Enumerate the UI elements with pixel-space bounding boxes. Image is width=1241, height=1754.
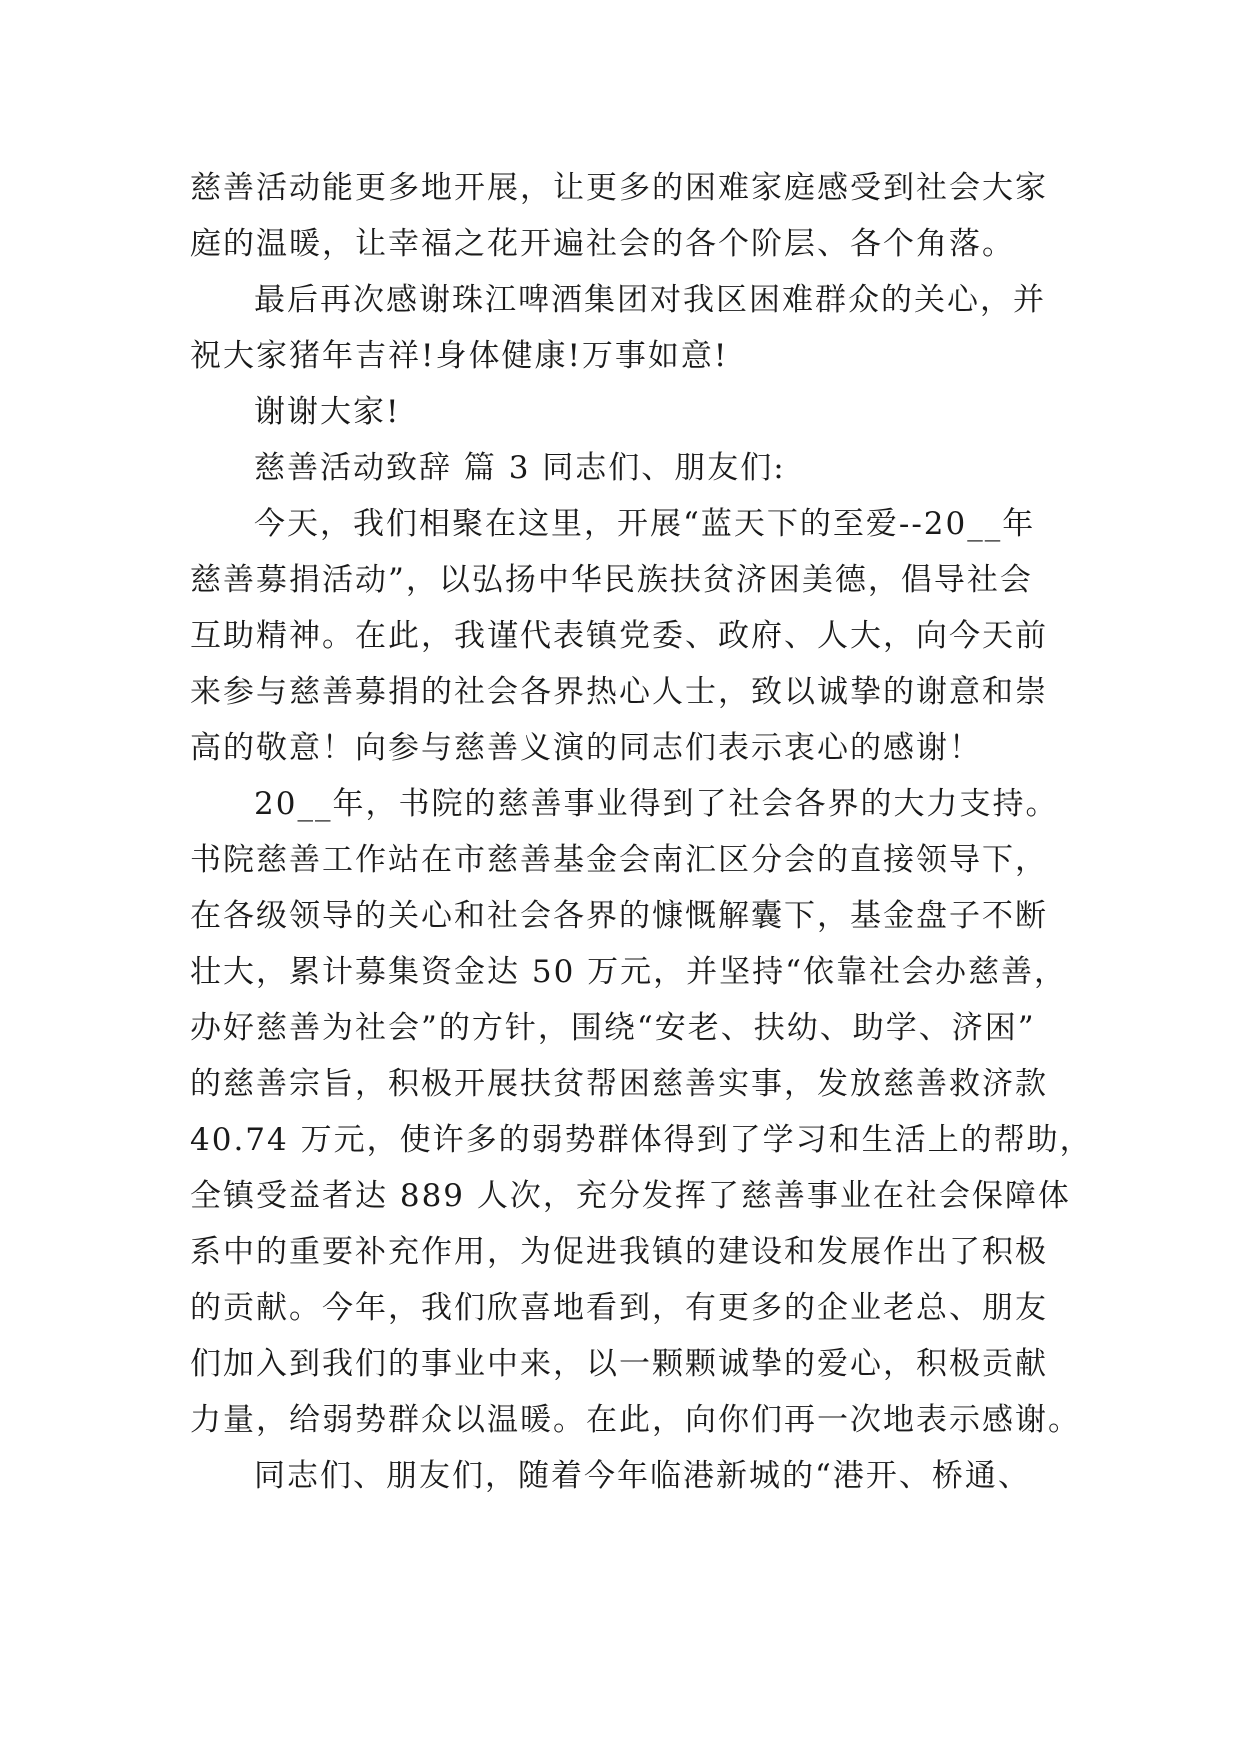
text-line: 最后再次感谢珠江啤酒集团对我区困难群众的关心，并 <box>254 282 1046 318</box>
text-line: 慈善活动致辞 篇 3 同志们、朋友们: <box>254 450 786 486</box>
text-line: 力量，给弱势群众以温暖。在此，向你们再一次地表示感谢。 <box>190 1402 1081 1438</box>
text-line: 40.74 万元，使许多的弱势群体得到了学习和生活上的帮助， <box>190 1122 1093 1158</box>
text-line: 20__年，书院的慈善事业得到了社会各界的大力支持。 <box>254 786 1059 822</box>
text-line: 办好慈善为社会”的方针，围绕“安老、扶幼、助学、济困” <box>190 1010 1036 1046</box>
text-line: 慈善募捐活动”，以弘扬中华民族扶贫济困美德，倡导社会 <box>190 562 1033 598</box>
text-line: 慈善活动能更多地开展，让更多的困难家庭感受到社会大家 <box>190 170 1048 206</box>
text-line: 庭的温暖，让幸福之花开遍社会的各个阶层、各个角落。 <box>190 226 1015 262</box>
text-line: 壮大，累计募集资金达 50 万元，并坚持“依靠社会办慈善， <box>190 954 1067 990</box>
text-line: 系中的重要补充作用，为促进我镇的建设和发展作出了积极 <box>190 1234 1048 1270</box>
text-line: 同志们、朋友们，随着今年临港新城的“港开、桥通、 <box>254 1458 1031 1494</box>
text-line: 谢谢大家! <box>254 394 401 430</box>
text-line: 书院慈善工作站在市慈善基金会南汇区分会的直接领导下， <box>190 842 1048 878</box>
text-line: 祝大家猪年吉祥!身体健康!万事如意! <box>190 338 729 374</box>
text-line: 今天，我们相聚在这里，开展“蓝天下的至爱--20__年 <box>254 506 1036 542</box>
text-line: 高的敬意！向参与慈善义演的同志们表示衷心的感谢！ <box>190 730 982 766</box>
text-line: 在各级领导的关心和社会各界的慷慨解囊下，基金盘子不断 <box>190 898 1048 934</box>
text-line: 来参与慈善募捐的社会各界热心人士，致以诚挚的谢意和崇 <box>190 674 1048 710</box>
text-line: 的贡献。今年，我们欣喜地看到，有更多的企业老总、朋友 <box>190 1290 1048 1326</box>
text-line: 互助精神。在此，我谨代表镇党委、政府、人大，向今天前 <box>190 618 1048 654</box>
document-body <box>190 160 1093 1504</box>
text-line: 们加入到我们的事业中来，以一颗颗诚挚的爱心，积极贡献 <box>190 1346 1048 1382</box>
text-line: 的慈善宗旨，积极开展扶贫帮困慈善实事，发放慈善救济款 <box>190 1066 1048 1102</box>
text-line: 全镇受益者达 889 人次，充分发挥了慈善事业在社会保障体 <box>190 1178 1071 1214</box>
